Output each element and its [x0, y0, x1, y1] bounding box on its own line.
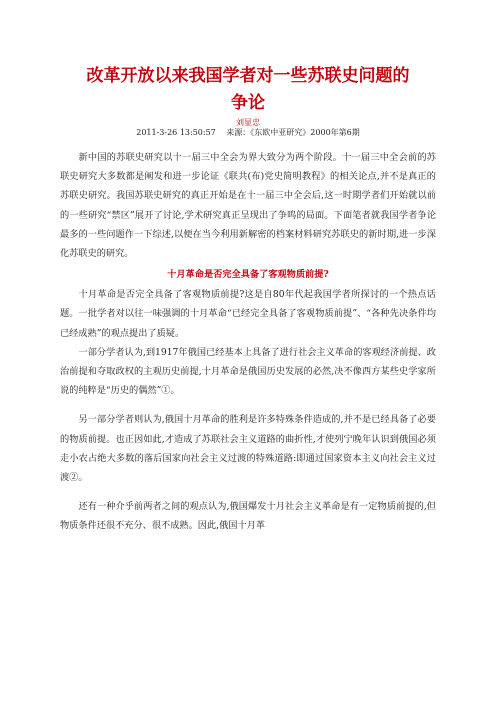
source-line: [226, 128, 359, 137]
body-paragraph: 一部分学者认为,到1917年俄国已经基本上具备了进行社会主义革命的客观经济前提、政治前提和夺取政权的主观历史前提,十月革命是俄国历史发展的必然,决不像西方某些史学家所说的纯粹是“历史的偶然”①。: [60, 346, 436, 397]
title-line-2: 争论: [231, 93, 265, 113]
author-name: 刘显忠: [236, 118, 260, 127]
section-heading: 十月革命是否完全具备了客观物质前提?: [167, 269, 329, 281]
document-title: [60, 63, 436, 117]
source-text: 《东欧中亚研究》2000年第6期: [250, 128, 360, 137]
body-paragraph: 十月革命是否完全具备了客观物质前提?这是自80年代起我国学者所探讨的一个热点话题。一批学者对以往一味强调的十月革命“已经完全具备了客观物质前提”、“各种先决条件均已经成熟”的观点提出了质疑。: [60, 289, 436, 339]
article-meta: [0, 127, 496, 138]
title-line-1: 改革开放以来我国学者对一些苏联史问题的: [86, 66, 410, 86]
source-label: 来源：: [226, 128, 251, 137]
article-body: [60, 148, 436, 536]
body-paragraph: 还有一种介乎前两者之间的观点认为,俄国爆发十月社会主义革命是有一定物质前提的,但物质条件还很不充分、很不成熟。因此,俄国十月革: [60, 501, 436, 532]
publish-datetime: 2011-3-26 13:50:57: [136, 128, 216, 137]
body-paragraph: 另一部分学者则认为,俄国十月革命的胜利是许多特殊条件造成的,并不是已经具备了必要的物质前提。也正因如此,才造成了苏联社会主义道路的曲折性,才使列宁晚年认识到俄国必须走小农占绝大多数的落后国家向社会主义过渡的特殊道路:即通过国家资本主义向社会主义过渡②。: [60, 414, 436, 484]
intro-paragraph: 新中国的苏联史研究以十一届三中全会为界大致分为两个阶段。十一届三中全会前的苏联史研究大多数都是阐发和进一步论证《联共(布)党史简明教程》的相关论点,并不是真正的苏联史研究。我国苏联史研究的真正开始是在十一届三中全会后,这一时期学者们开始就以前的一些研究“禁区”展开了讨论,学术研究真正呈现出了争鸣的局面。下面笔者就我国学者争论最多的一些问题作一下综述,以便在当今利用新解密的档案材料研究苏联史的新时期,进一步深化苏联史的研究。: [60, 152, 436, 260]
